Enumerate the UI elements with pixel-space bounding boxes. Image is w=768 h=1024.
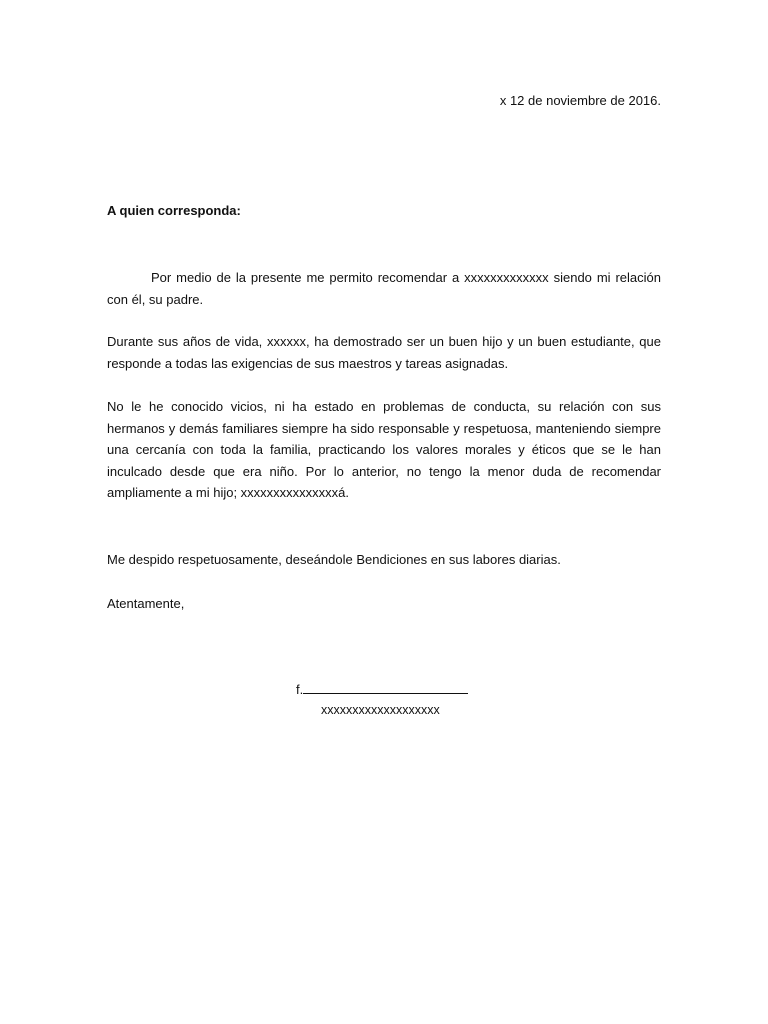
letter-date: x 12 de noviembre de 2016.: [499, 93, 661, 108]
signature-name: xxxxxxxxxxxxxxxxxxx: [321, 703, 440, 717]
letter-greeting: A quien corresponda:: [107, 203, 241, 218]
paragraph-closing: Atentamente,: [107, 596, 185, 611]
signature-underline: [303, 680, 468, 694]
paragraph-farewell: Me despido respetuosamente, deseándole Bendiciones en sus labores diarias.: [107, 552, 561, 567]
signature-line: [296, 680, 468, 697]
paragraph-text: Por medio de la presente me permito recomendar a xxxxxxxxxxxxx siendo mi relación con él, su padre.: [107, 270, 661, 307]
paragraph-conduct: No le he conocido vicios, ni ha estado en problemas de conducta, su relación con sus hermanos y demás familiares siempre ha sido responsable y respetuosa, manteniendo siempre una cercanía con toda la familia, practicando los valores morales y éticos que se le han inculcado desde que era niño. Por lo anterior, no tengo la menor duda de recomendar ampliamente a mi hijo; xxxxxxxxxxxxxxxá.: [107, 399, 661, 500]
signature-prefix: f.: [296, 682, 304, 697]
paragraph-student: Durante sus años de vida, xxxxxx, ha demostrado ser un buen hijo y un buen estudiante, que responde a todas las exigencias de sus maestros y tareas asignadas.: [107, 334, 661, 371]
paragraph-recommendation: [107, 267, 661, 310]
